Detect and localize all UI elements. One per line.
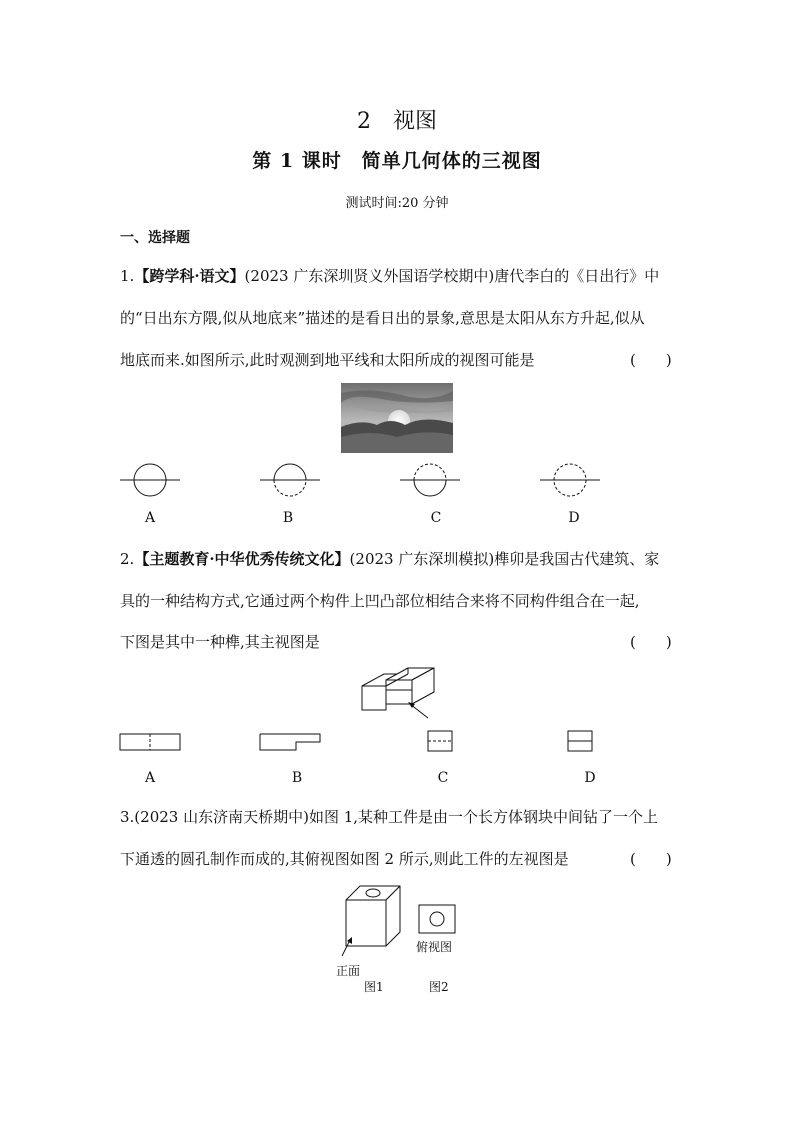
q1-answer-blank[interactable]: ( ) [630,351,672,369]
q1-option-c-label[interactable]: C [430,510,442,526]
q3-top-view-figure [418,904,458,934]
tenon-3d-figure [360,660,440,720]
q3-line-2: 下通透的圆孔制作而成的,其俯视图如图 2 所示,则此工件的左视图是 [120,850,569,868]
q2-text-1: (2023 广东深圳模拟)榫卯是我国古代建筑、家 [349,550,660,568]
q2-option-a-label[interactable]: A [144,770,156,786]
q1-line-3: 地底而来.如图所示,此时观测到地平线和太阳所成的视图可能是 [120,351,535,369]
q1-option-c-figure[interactable] [398,460,462,500]
q1-line-1 [120,265,659,286]
q2-option-c-label[interactable]: C [437,770,449,786]
q2-option-b-figure[interactable] [258,732,322,752]
q3-answer-blank[interactable]: ( ) [630,850,672,868]
q2-tag: 【主题教育·中华优秀传统文化】 [134,550,350,568]
q2-option-d-label[interactable]: D [584,770,596,786]
q2-line-2: 具的一种结构方式,它通过两个构件上凹凸部位相结合来将不同构件组合在一起, [120,592,640,610]
sunrise-photo [341,383,453,453]
q2-option-a-figure[interactable] [118,732,182,752]
q1-option-b-figure[interactable] [258,460,322,500]
figure-2-label: 图2 [429,980,449,994]
q2-option-b-label[interactable]: B [291,770,303,786]
test-time: 测试时间:20 分钟 [345,196,449,211]
figure-1-label: 图1 [364,980,384,994]
q1-tag: 【跨学科·语文】 [134,267,245,285]
top-view-label: 俯视图 [416,940,453,954]
q1-line-2: 的“日出东方隈,似从地底来”描述的是看日出的景象,意思是太阳从东方升起,似从 [120,309,645,327]
q1-option-b-label[interactable]: B [282,510,294,526]
q2-answer-blank[interactable]: ( ) [630,633,672,651]
q2-line-3: 下图是其中一种榫,其主视图是 [120,633,320,651]
q2-option-c-figure[interactable] [426,729,454,753]
q3-line-1: 3.(2023 山东济南天桥期中)如图 1,某种工件是由一个长方体钢块中间钻了一个上 [120,808,659,826]
lesson-subtitle: 第 1 课时 简单几何体的三视图 [252,150,542,172]
q1-option-d-figure[interactable] [538,460,602,500]
q1-text-1: (2023 广东深圳贤义外国语学校期中)唐代李白的《日出行》中 [244,267,660,285]
q1-number: 1. [120,267,135,285]
q1-option-d-label[interactable]: D [568,510,580,526]
q2-option-d-figure[interactable] [566,729,594,753]
section-title: 一、选择题 [120,230,190,246]
q1-option-a-label[interactable]: A [144,510,156,526]
q1-option-a-figure[interactable] [118,460,182,500]
front-label: 正面 [336,964,361,978]
q3-block-with-hole-figure [336,880,408,964]
q2-number: 2. [120,550,135,568]
page-title: 2 视图 [357,109,437,134]
q2-line-1 [120,548,659,569]
